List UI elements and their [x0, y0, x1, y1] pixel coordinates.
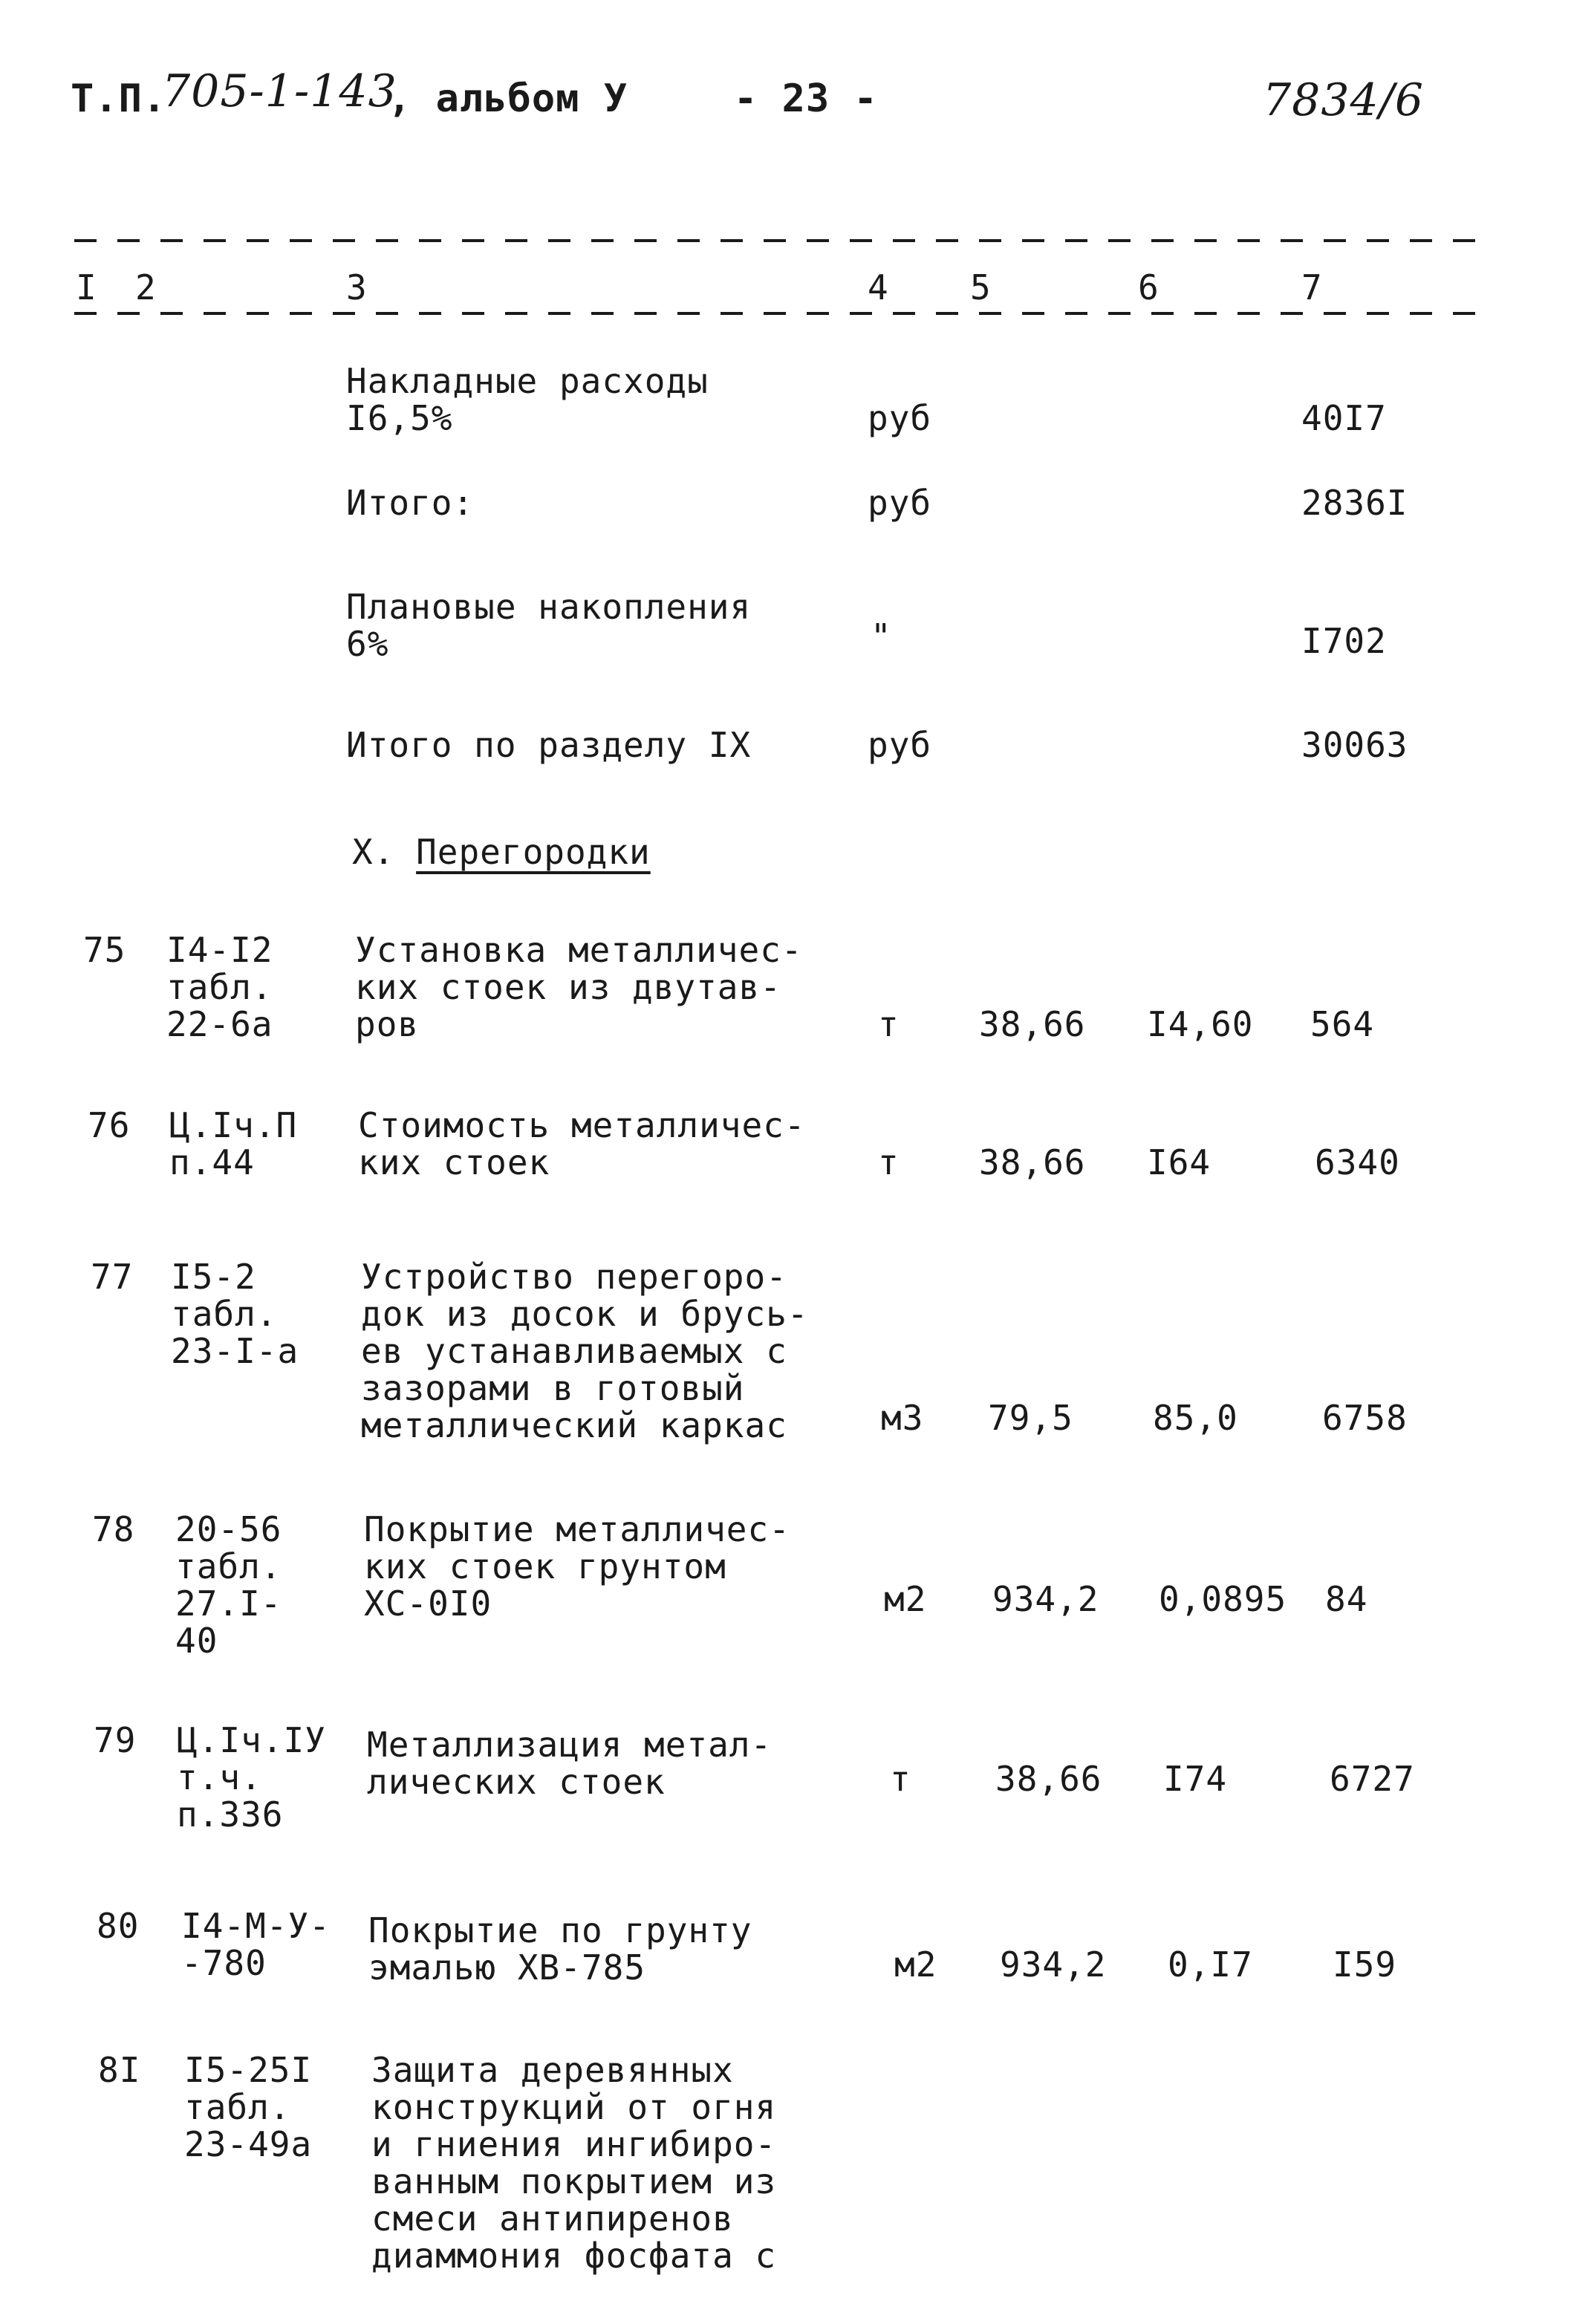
row-80-price: 0,I7 [1168, 1944, 1253, 1985]
row-77-number: 77 [91, 1257, 134, 1297]
row-77-price: 85,0 [1153, 1398, 1238, 1438]
row-76-total: 6340 [1315, 1142, 1400, 1182]
row-80-number: 80 [97, 1906, 140, 1946]
row-79-code: Ц.Iч.IУ т.ч. п.336 [177, 1720, 326, 1835]
overhead-total: 40I7 [1301, 398, 1387, 438]
row-77-unit: м3 [881, 1398, 924, 1438]
row-76-description: Стоимость металличес- ких стоек [358, 1105, 806, 1182]
album-label: , альбом У [388, 77, 628, 121]
row-79-price: I74 [1163, 1759, 1228, 1799]
section-total-unit: руб [868, 725, 932, 765]
row-77-description: Устройство перегоро- док из досок и брусь- ев устанавливаемых с зазорами в готовый металлический каркас [361, 1257, 809, 1445]
row-81-number: 8I [98, 2050, 141, 2090]
row-75-code: I4-I2 табл. 22-6а [166, 930, 273, 1044]
row-78-price: 0,0895 [1159, 1579, 1287, 1619]
section-prefix: X. [352, 832, 417, 872]
row-79-number: 79 [94, 1720, 137, 1760]
section-total-label: Итого по разделу IX [346, 725, 752, 765]
row-76-unit: т [878, 1142, 900, 1182]
section-title: Перегородки [416, 832, 651, 872]
subtotal-total: 2836I [1301, 483, 1408, 523]
row-75-total: 564 [1310, 1004, 1375, 1044]
row-78-total: 84 [1325, 1579, 1368, 1619]
row-75-number: 75 [83, 930, 126, 970]
row-80-code: I4-М-У- -780 [181, 1906, 331, 1983]
row-80-quantity: 934,2 [1000, 1944, 1107, 1985]
overhead-unit: руб [868, 398, 932, 438]
row-78-quantity: 934,2 [992, 1579, 1099, 1619]
tp-label: Т.П. [71, 77, 167, 121]
row-75-unit: т [878, 1004, 900, 1044]
row-78-unit: м2 [884, 1579, 927, 1619]
row-80-total: I59 [1333, 1944, 1397, 1985]
row-76-quantity: 38,66 [979, 1142, 1086, 1182]
row-79-total: 6727 [1330, 1759, 1415, 1799]
row-78-description: Покрытие металличес- ких стоек грунтом ХС-0I0 [364, 1509, 790, 1624]
row-79-description: Металлизация метал- лических стоек [367, 1725, 773, 1802]
row-76-number: 76 [88, 1105, 131, 1145]
row-81-code: I5-25I табл. 23-49а [184, 2050, 313, 2164]
col-header-3: 3 [346, 267, 368, 307]
row-78-number: 78 [92, 1509, 135, 1549]
planned-savings-label: Плановые накопления 6% [346, 587, 752, 664]
col-header-4: 4 [868, 267, 889, 307]
page-number: - 23 - [734, 77, 878, 121]
row-80-description: Покрытие по грунту эмалью ХВ-785 [368, 1910, 752, 1988]
overhead-label: Накладные расходы I6,5% [346, 361, 709, 438]
subtotal-unit: руб [868, 483, 932, 523]
row-78-code: 20-56 табл. 27.I- 40 [175, 1509, 282, 1661]
col-header-2: 2 [135, 267, 157, 307]
planned-savings-unit: " [871, 616, 892, 657]
row-75-price: I4,60 [1147, 1004, 1254, 1044]
row-77-quantity: 79,5 [988, 1398, 1073, 1438]
row-75-description: Установка металличес- ких стоек из двутав- ров [355, 930, 803, 1044]
divider-header [74, 312, 1478, 315]
divider-top [74, 239, 1478, 242]
col-header-1: I [76, 267, 97, 307]
col-header-7: 7 [1301, 267, 1323, 307]
subtotal-label: Итого: [346, 483, 475, 523]
row-76-price: I64 [1147, 1142, 1211, 1182]
section-heading [352, 833, 651, 870]
row-77-code: I5-2 табл. 23-I-а [171, 1257, 299, 1371]
tp-number: 705-1-143 [162, 65, 397, 117]
col-header-5: 5 [970, 267, 992, 307]
row-76-code: Ц.Iч.П п.44 [169, 1105, 298, 1182]
col-header-6: 6 [1138, 267, 1159, 307]
row-79-unit: т [890, 1759, 911, 1799]
section-total-value: 30063 [1301, 725, 1408, 765]
row-81-description: Защита деревянных конструкций от огня и гниения ингибиро- ванным покрытием из смеси антипиренов диаммония фосфата с [371, 2050, 777, 2276]
planned-savings-total: I702 [1301, 621, 1387, 661]
document-number: 7834/6 [1263, 74, 1425, 126]
row-75-quantity: 38,66 [979, 1004, 1086, 1044]
row-79-quantity: 38,66 [995, 1759, 1102, 1799]
row-77-total: 6758 [1322, 1398, 1408, 1438]
row-80-unit: м2 [894, 1944, 937, 1985]
